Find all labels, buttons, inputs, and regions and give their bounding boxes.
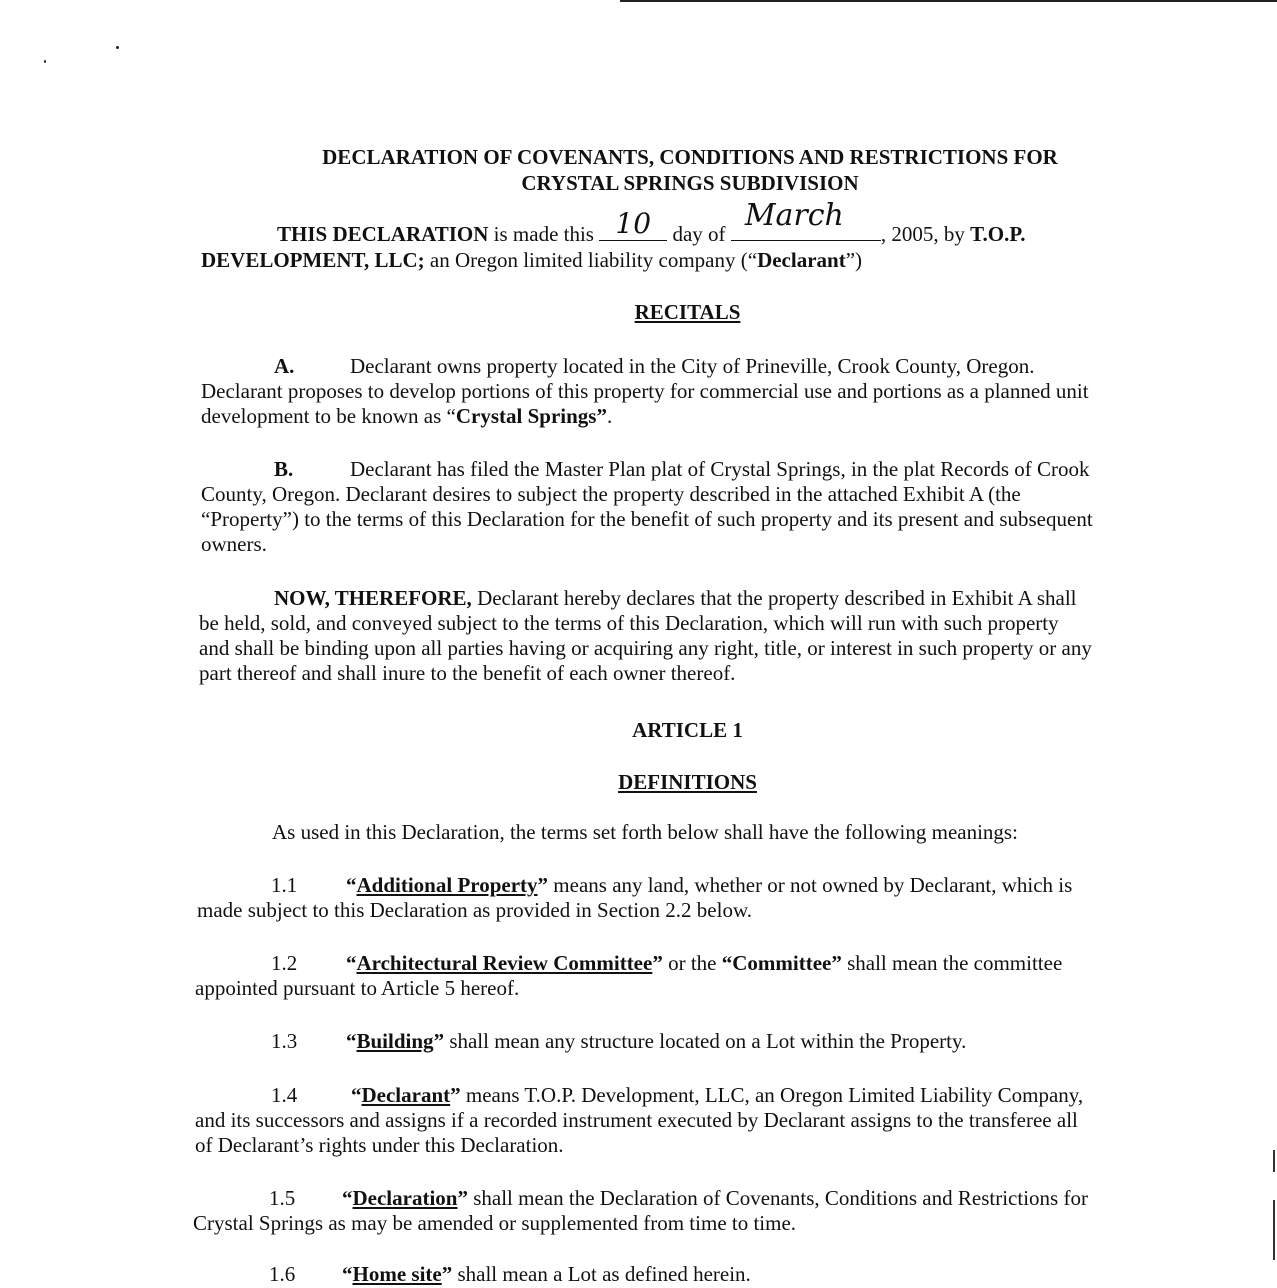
definition-number: 1.4: [271, 1083, 298, 1107]
recital-b-line-3: “Property”) to the terms of this Declaration for the benefit of such property and its present and subsequent: [201, 507, 1093, 531]
intro-day-of: day of: [667, 222, 731, 246]
intro-party: T.O.P.: [970, 222, 1026, 246]
definition-open-quote: “: [346, 873, 357, 897]
scan-edge-mark: [1273, 1200, 1275, 1260]
day-blank: [599, 207, 667, 241]
definition-1-3-line-1: [271, 1029, 966, 1053]
definition-alt-term: “Committee”: [721, 951, 842, 975]
definition-term: Architectural Review Committee: [356, 951, 653, 975]
now-therefore-line-3: and shall be binding upon all parties having or acquiring any right, title, or interest in such property or any: [199, 636, 1092, 660]
definition-text: shall mean a Lot as defined herein.: [452, 1262, 751, 1286]
recital-a-text-1: Declarant owns property located in the City of Prineville, Crook County, Oregon.: [350, 354, 1035, 378]
intro-party-name: DEVELOPMENT, LLC;: [201, 248, 425, 272]
definition-close-quote: ”: [652, 951, 663, 975]
intro-declarant-term: Declarant: [757, 248, 846, 272]
definition-1-5-line-1: [269, 1186, 1088, 1210]
intro-closing-paren: ”): [845, 248, 863, 272]
recital-b-line-2: County, Oregon. Declarant desires to subject the property described in the attached Exhibit A (the: [201, 482, 1021, 506]
definition-term: Building: [356, 1029, 434, 1053]
intro-made-this: is made this: [488, 222, 600, 246]
definition-open-quote: “: [342, 1262, 353, 1286]
recital-a-period: .: [606, 404, 613, 428]
handwritten-month: March: [744, 198, 844, 233]
recitals-heading: RECITALS: [634, 300, 741, 324]
definition-close-quote: ”: [441, 1262, 453, 1286]
intro-line-1: [277, 198, 1026, 246]
definition-1-2-line-1: [271, 951, 1062, 975]
recital-a-line-3: [201, 404, 612, 428]
definition-close-quote: ”: [537, 873, 549, 897]
definition-close-quote: ”: [433, 1029, 445, 1053]
month-blank: [731, 198, 881, 241]
definition-text: shall mean the Declaration of Covenants, Conditions and Restrictions for: [467, 1186, 1088, 1210]
definition-text: means any land, whether or not owned by Declarant, which is: [548, 873, 1073, 897]
scan-speck: [116, 46, 119, 49]
recital-b-line-4: owners.: [201, 532, 267, 556]
definition-number: 1.3: [271, 1029, 298, 1053]
definition-1-4-line-3: of Declarant’s rights under this Declaration.: [195, 1133, 564, 1157]
definition-1-2-line-2: appointed pursuant to Article 5 hereof.: [195, 976, 520, 1000]
scan-edge-line: [620, 0, 1277, 2]
now-therefore-text-1: Declarant hereby declares that the property described in Exhibit A shall: [471, 586, 1077, 610]
now-therefore-line-1: [274, 586, 1077, 610]
article-number: ARTICLE 1: [632, 718, 743, 742]
intro-party-description: an Oregon limited liability company (“: [424, 248, 758, 272]
definitions-intro: As used in this Declaration, the terms set forth below shall have the following meanings:: [272, 820, 1018, 844]
definition-term: Declaration: [352, 1186, 458, 1210]
intro-lead: THIS DECLARATION: [277, 222, 489, 246]
definition-text: means T.O.P. Development, LLC, an Oregon Limited Liability Company,: [460, 1083, 1084, 1107]
recital-a-line-2: Declarant proposes to develop portions of this property for commercial use and portions as a planned unit: [201, 379, 1089, 403]
definition-text: shall mean the committee: [841, 951, 1063, 975]
definition-number: 1.6: [269, 1262, 296, 1286]
recital-a-label: A.: [274, 354, 295, 378]
definition-1-1-line-2: made subject to this Declaration as provided in Section 2.2 below.: [197, 898, 753, 922]
now-therefore-line-4: part thereof and shall inure to the benefit of each owner thereof.: [199, 661, 736, 685]
recital-a-name: Crystal Springs”: [455, 404, 607, 428]
recital-a-line-1: [274, 354, 1035, 378]
document-title-line-1: DECLARATION OF COVENANTS, CONDITIONS AND RESTRICTIONS FOR: [322, 145, 1058, 169]
definition-number: 1.5: [269, 1186, 296, 1210]
scan-speck: [44, 60, 46, 63]
definition-open-quote: “: [342, 1186, 353, 1210]
definition-text: or the: [662, 951, 722, 975]
recital-a-text-3: development to be known as “: [201, 404, 456, 428]
recital-b-label: B.: [274, 457, 294, 481]
article-heading: DEFINITIONS: [618, 770, 757, 794]
definition-close-quote: ”: [457, 1186, 468, 1210]
now-therefore-lead: NOW, THEREFORE,: [274, 586, 472, 610]
definition-1-6-line-1: [269, 1262, 751, 1286]
now-therefore-line-2: be held, sold, and conveyed subject to the terms of this Declaration, which will run with such property: [199, 611, 1059, 635]
definition-number: 1.2: [271, 951, 298, 975]
definition-1-5-line-2: Crystal Springs as may be amended or supplemented from time to time.: [193, 1211, 797, 1235]
definition-open-quote: “: [351, 1083, 362, 1107]
definition-1-4-line-2: and its successors and assigns if a recorded instrument executed by Declarant assigns to the transferee all: [195, 1108, 1078, 1132]
recital-b-line-1: [274, 457, 1090, 481]
definition-close-quote: ”: [450, 1083, 461, 1107]
definition-number: 1.1: [271, 873, 298, 897]
definition-1-4-line-1: [271, 1083, 1083, 1107]
definition-term: Additional Property: [356, 873, 538, 897]
definition-text: shall mean any structure located on a Lot within the Property.: [444, 1029, 967, 1053]
definition-term: Home site: [352, 1262, 442, 1286]
intro-line-2: [201, 248, 862, 272]
definition-term: Declarant: [361, 1083, 451, 1107]
intro-year-by: , 2005, by: [880, 222, 971, 246]
definition-open-quote: “: [346, 951, 357, 975]
document-title-line-2: CRYSTAL SPRINGS SUBDIVISION: [521, 171, 859, 195]
scan-edge-mark: [1273, 1150, 1275, 1172]
handwritten-day: 10: [615, 207, 652, 240]
definition-open-quote: “: [346, 1029, 357, 1053]
definition-1-1-line-1: [271, 873, 1072, 897]
recital-b-text-1: Declarant has filed the Master Plan plat of Crystal Springs, in the plat Records of Crook: [350, 457, 1090, 481]
